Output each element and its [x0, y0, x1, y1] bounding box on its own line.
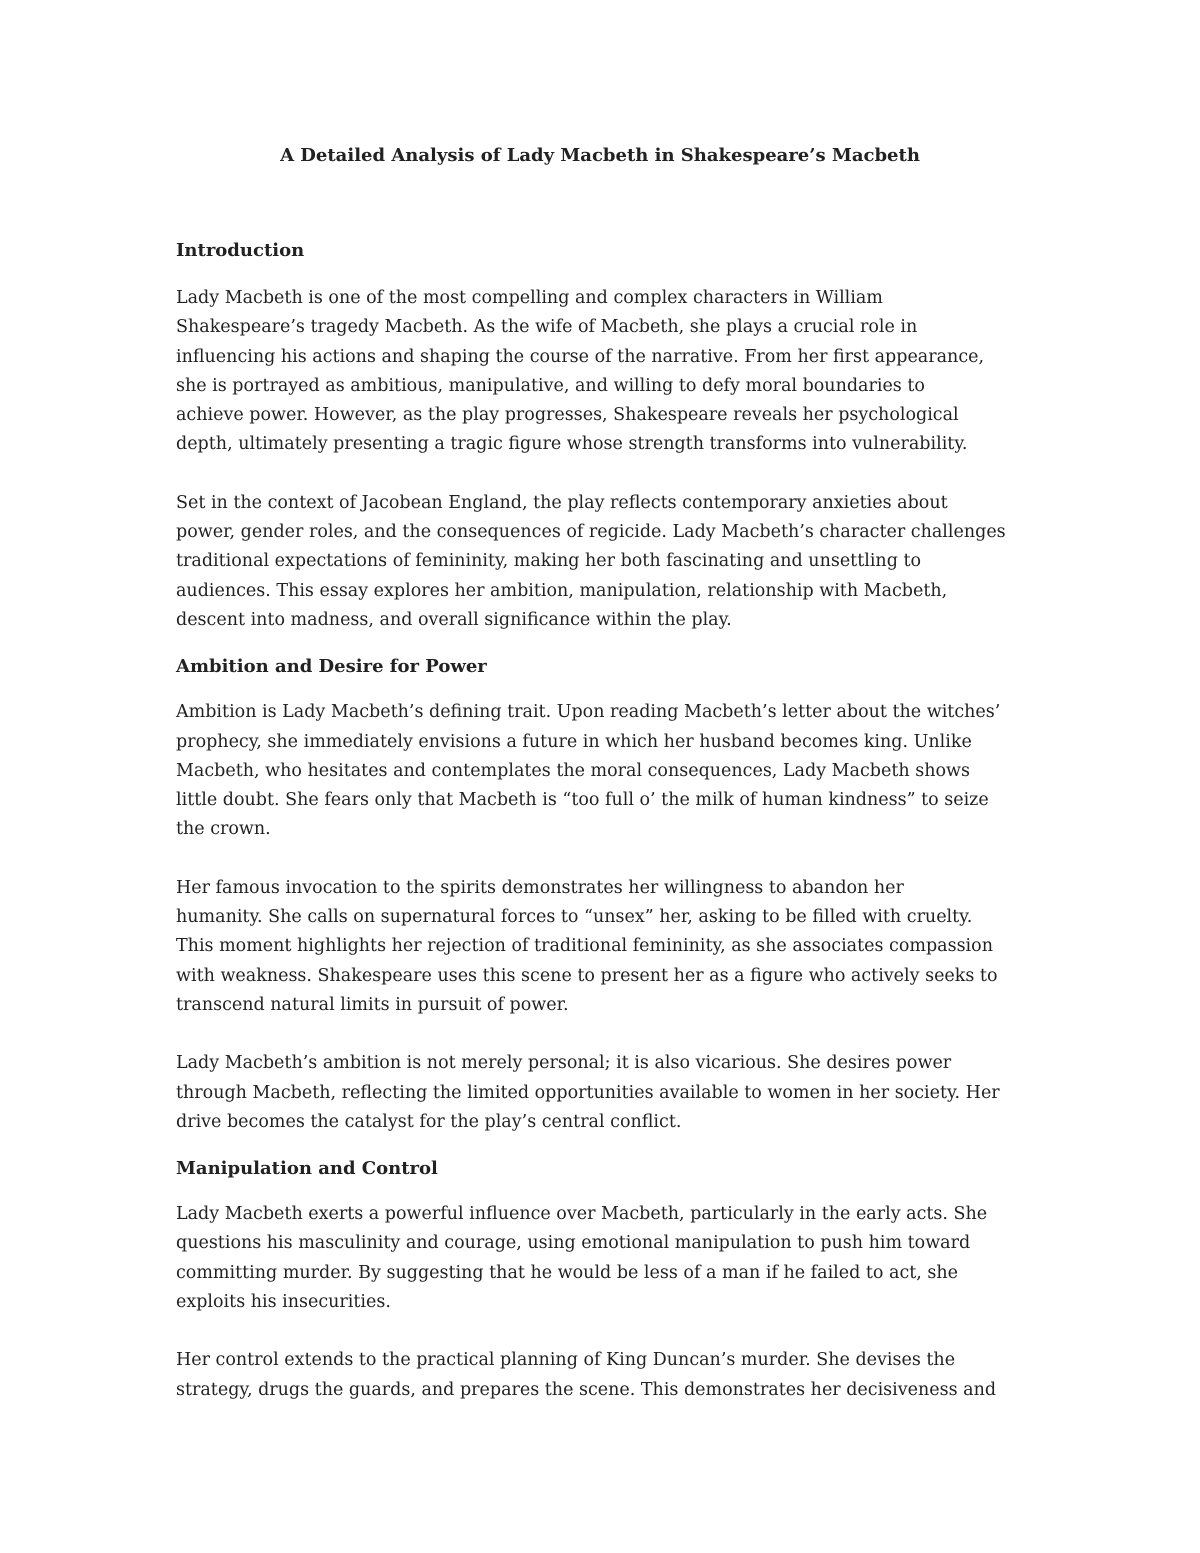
paragraph [176, 1346, 1036, 1405]
section-heading: Introduction [176, 240, 305, 261]
text-line: drive becomes the catalyst for the play’s central conflict. [176, 1111, 682, 1132]
text-line: achieve power. However, as the play progresses, Shakespeare reveals her psychological [176, 405, 959, 426]
text-line: strategy, drugs the guards, and prepares the scene. This demonstrates her decisiveness and [176, 1379, 997, 1400]
text-line: descent into madness, and overall significance within the play. [176, 609, 732, 630]
text-line: questions his masculinity and courage, using emotional manipulation to push him toward [176, 1233, 971, 1254]
paragraph [176, 284, 1036, 460]
text-line: Lady Macbeth is one of the most compelling and complex characters in William [176, 288, 883, 308]
text-line: little doubt. She fears only that Macbeth is “too full o’ the milk of human kindness” to seize [176, 790, 989, 811]
text-line: exploits his insecurities. [176, 1292, 391, 1313]
text-line: Her control extends to the practical planning of King Duncan’s murder. She devises the [176, 1350, 956, 1371]
text-line: committing murder. By suggesting that he would be less of a man if he failed to act, she [176, 1262, 959, 1283]
text-line: humanity. She calls on supernatural forces to “unsex” her, asking to be filled with cruelty. [176, 907, 973, 928]
paragraph [176, 489, 1036, 635]
section-heading: Manipulation and Control [176, 1158, 438, 1180]
section-heading: Ambition and Desire for Power [176, 656, 487, 678]
text-line: prophecy, she immediately envisions a future in which her husband becomes king. Unlike [176, 731, 972, 752]
text-line: power, gender roles, and the consequences of regicide. Lady Macbeth’s character challenges [176, 522, 1006, 543]
text-line: Lady Macbeth’s ambition is not merely personal; it is also vicarious. She desires power [176, 1053, 952, 1074]
text-line: Her famous invocation to the spirits demonstrates her willingness to abandon her [176, 877, 904, 898]
text-line: Ambition is Lady Macbeth’s defining trait. Upon reading Macbeth’s letter about the witches’ [176, 702, 1001, 723]
text-line: Set in the context of Jacobean England, the play reflects contemporary anxieties about [176, 492, 948, 513]
text-line: through Macbeth, reflecting the limited opportunities available to women in her society. Her [176, 1082, 1000, 1103]
text-line: the crown. [176, 819, 271, 840]
text-line: traditional expectations of femininity, making her both fascinating and unsettling to [176, 551, 922, 572]
text-line: Lady Macbeth exerts a powerful influence over Macbeth, particularly in the early acts. She [176, 1204, 988, 1225]
paragraph [176, 1200, 1036, 1317]
text-line: with weakness. Shakespeare uses this scene to present her as a figure who actively seeks to [176, 965, 998, 986]
document-body [176, 238, 1036, 1405]
paragraph [176, 698, 1036, 844]
text-line: This moment highlights her rejection of traditional femininity, as she associates compassion [176, 936, 993, 957]
text-line: audiences. This essay explores her ambition, manipulation, relationship with Macbeth, [176, 580, 948, 601]
text-line: Macbeth, who hesitates and contemplates the moral consequences, Lady Macbeth shows [176, 760, 970, 781]
section-ambition [176, 654, 1036, 1137]
paragraph [176, 1049, 1036, 1137]
text-line: influencing his actions and shaping the course of the narrative. From her first appearance, [176, 346, 985, 367]
text-line: she is portrayed as ambitious, manipulative, and willing to defy moral boundaries to [176, 375, 925, 396]
text-line: Shakespeare’s tragedy Macbeth. As the wife of Macbeth, she plays a crucial role in [176, 317, 918, 338]
section-manipulation [176, 1156, 1036, 1405]
text-line: transcend natural limits in pursuit of power. [176, 994, 569, 1015]
section-introduction [176, 238, 1036, 635]
paragraph [176, 874, 1036, 1020]
text-line: depth, ultimately presenting a tragic figure whose strength transforms into vulnerability. [176, 434, 968, 455]
document-title: A Detailed Analysis of Lady Macbeth in Shakespeare’s Macbeth [280, 145, 920, 166]
